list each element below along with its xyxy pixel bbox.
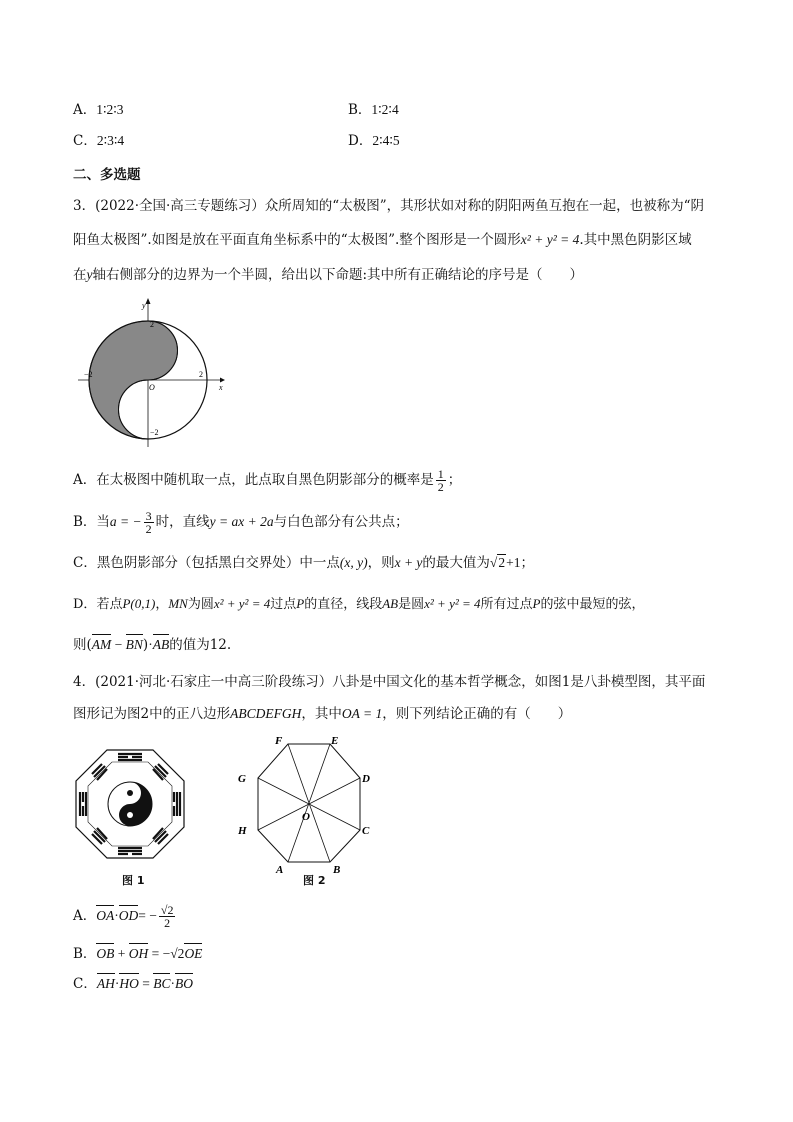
option-label: B． [73, 514, 97, 530]
fraction [144, 510, 154, 535]
point: P(0,1) [122, 596, 156, 611]
vector: AH [97, 974, 115, 994]
vertex-label-c: C [362, 825, 370, 837]
text: .其中黑色阴影区域 [579, 232, 692, 248]
q4-option-c [73, 974, 193, 994]
q3-option-d-line1: D．若点P(0,1)，MN为圆x² + y² = 4过点P的直径，线段AB是圆x² + y² = 4所有过点P的弦中最短的弦， [73, 596, 645, 612]
operator: = − [138, 908, 157, 923]
option-label: D． [73, 597, 97, 612]
math: a = − [109, 514, 142, 529]
vector: OB [96, 944, 114, 964]
octagon-figure [232, 734, 377, 876]
circle-equation: x² + y² = 4 [213, 596, 271, 611]
figure2-caption: 图 2 [303, 874, 326, 887]
q4-option-a [73, 904, 177, 929]
vertex-label-b: B [333, 864, 341, 876]
vector: AB [153, 635, 170, 655]
text: ，其中 [301, 706, 342, 722]
math: x + y [394, 555, 423, 570]
text: 在 [73, 267, 87, 283]
text: 过点 [270, 597, 297, 612]
q2-option-d [348, 131, 400, 151]
origin-label: O [149, 383, 155, 392]
vector: BN [126, 635, 143, 655]
point: P [532, 596, 541, 611]
line-equation: y = ax + 2a [209, 514, 274, 529]
option-text: 在太极图中随机取一点，此点取自黑色阴影部分的概率是 [96, 472, 434, 488]
polygon-name: ABCDEFGH [230, 706, 302, 721]
vector: OH [129, 944, 149, 964]
y-axis-label: y [142, 301, 146, 310]
taiji-coordinate-figure [70, 292, 230, 452]
segment: MN [168, 596, 188, 611]
text: +1； [506, 555, 534, 570]
q4-option-b [73, 944, 202, 964]
q4-stem-line2 [73, 704, 571, 724]
option-text: 2∶4∶5 [372, 133, 400, 148]
radicand: 2 [498, 555, 506, 570]
section-title: 二、多选题 [73, 167, 141, 183]
text: 与白色部分有公共点； [273, 514, 409, 530]
option-label: C． [73, 976, 97, 992]
vertex-label-e: E [331, 735, 339, 747]
vector: OA [96, 906, 114, 926]
numerator: √2 [160, 903, 174, 917]
option-label: D． [348, 133, 373, 149]
text: 的直径，线段 [304, 597, 383, 612]
text: 的值为12. [169, 637, 232, 653]
option-label: B． [73, 946, 97, 962]
fraction [436, 468, 446, 493]
vertex-label-a: A [276, 864, 284, 876]
point: P [296, 596, 305, 611]
tick-x-neg: −2 [84, 370, 93, 379]
q3-option-c [73, 553, 534, 573]
text: 为圆 [187, 597, 214, 612]
text: ，则 [367, 555, 395, 571]
vertex-label-g: G [238, 773, 246, 785]
denominator: 2 [437, 480, 444, 494]
q2-option-b [348, 100, 399, 120]
text: 若点 [96, 597, 123, 612]
q3-stem-line2 [73, 230, 692, 250]
operator: = [138, 976, 154, 991]
math: OA = 1 [341, 706, 383, 721]
q3-stem-line1: 3．(2022·全国·高三专题练习）众所周知的“太极图”，其形状如对称的阴阳两鱼互抱在一起，也被称为“阴 [73, 198, 704, 214]
yang-dot [127, 812, 133, 818]
text: 的最大值为 [422, 555, 490, 571]
vertex-label-d: D [362, 773, 370, 785]
vector: AM [92, 635, 112, 655]
option-text: 2∶3∶4 [96, 133, 125, 148]
text: 是圆 [398, 597, 425, 612]
y-axis-arrow [146, 298, 151, 304]
text: 阳鱼太极图”.如图是放在平面直角坐标系中的“太极图”.整个图形是一个圆形 [73, 232, 521, 248]
tick-y-neg: −2 [150, 428, 159, 437]
operator: − [111, 637, 126, 652]
text: 所有过点 [480, 597, 533, 612]
vector: BC [153, 974, 170, 994]
option-label: A． [73, 472, 97, 488]
operator: + [114, 946, 129, 961]
option-text: 1∶2∶3 [96, 102, 124, 117]
text: 图形记为图2中的正八边形 [73, 706, 231, 722]
option-label: C． [73, 133, 97, 149]
numerator: 3 [145, 509, 152, 523]
option-label: A． [73, 102, 97, 118]
text: 时，直线 [155, 514, 210, 530]
denominator: 2 [164, 916, 171, 930]
q3-stem-line3 [73, 265, 583, 285]
circle-equation: x² + y² = 4 [424, 596, 481, 611]
vector: OD [119, 906, 139, 926]
text: ； [447, 472, 462, 488]
vertex-label-f: F [275, 735, 283, 747]
vertex-label-h: H [238, 825, 247, 837]
text: 的弦中最短的弦， [540, 597, 645, 612]
x-axis-arrow [220, 378, 225, 383]
yin-dot [127, 790, 133, 796]
vector: HO [119, 974, 139, 994]
center-label-o: O [302, 811, 310, 823]
fraction [159, 904, 176, 929]
sqrt: √2 [489, 555, 506, 570]
text: 则 [73, 637, 87, 653]
text: 当 [96, 514, 110, 530]
q4-stem-line1: 4．(2021·河北·石家庄一中高三阶段练习）八卦是中国文化的基本哲学概念，如图1是八卦模型图，其平面 [73, 674, 706, 690]
text: 黑色阴影部分（包括黑白交界处）中一点 [96, 555, 340, 571]
segment: AB [382, 596, 399, 611]
operator: · [114, 976, 120, 991]
q3-option-a [73, 468, 461, 493]
vector: OE [184, 944, 202, 964]
bagua-image [74, 748, 186, 860]
option-text: 1∶2∶4 [371, 102, 399, 117]
operator: · [148, 637, 153, 652]
numerator: 1 [437, 467, 444, 481]
operator: · [114, 908, 119, 923]
circle-equation: x² + y² = 4 [520, 232, 580, 247]
denominator: 2 [145, 522, 152, 536]
operator: = −√2 [148, 946, 185, 961]
x-axis-label: x [219, 383, 223, 392]
vector: BO [175, 974, 193, 994]
operator: · [170, 976, 175, 991]
q3-option-d-line2: 则(AM − BN)·AB的值为12. [73, 637, 232, 653]
text: ，则下列结论正确的有（ ） [382, 706, 572, 722]
q3-option-b [73, 510, 409, 535]
tick-y-pos: 2 [150, 320, 154, 329]
q2-option-a [73, 100, 124, 120]
option-label: C． [73, 555, 97, 571]
figure1-caption: 图 1 [122, 874, 145, 887]
option-label: A． [73, 908, 97, 924]
option-label: B． [348, 102, 372, 118]
q2-option-c [73, 131, 124, 151]
tick-x-pos: 2 [199, 370, 203, 379]
text: 轴右侧部分的边界为一个半圆，给出以下命题:其中所有正确结论的序号是（ ） [92, 267, 584, 283]
diagonals [258, 744, 360, 862]
point: (x, y) [339, 555, 368, 570]
variable: y [86, 267, 93, 282]
